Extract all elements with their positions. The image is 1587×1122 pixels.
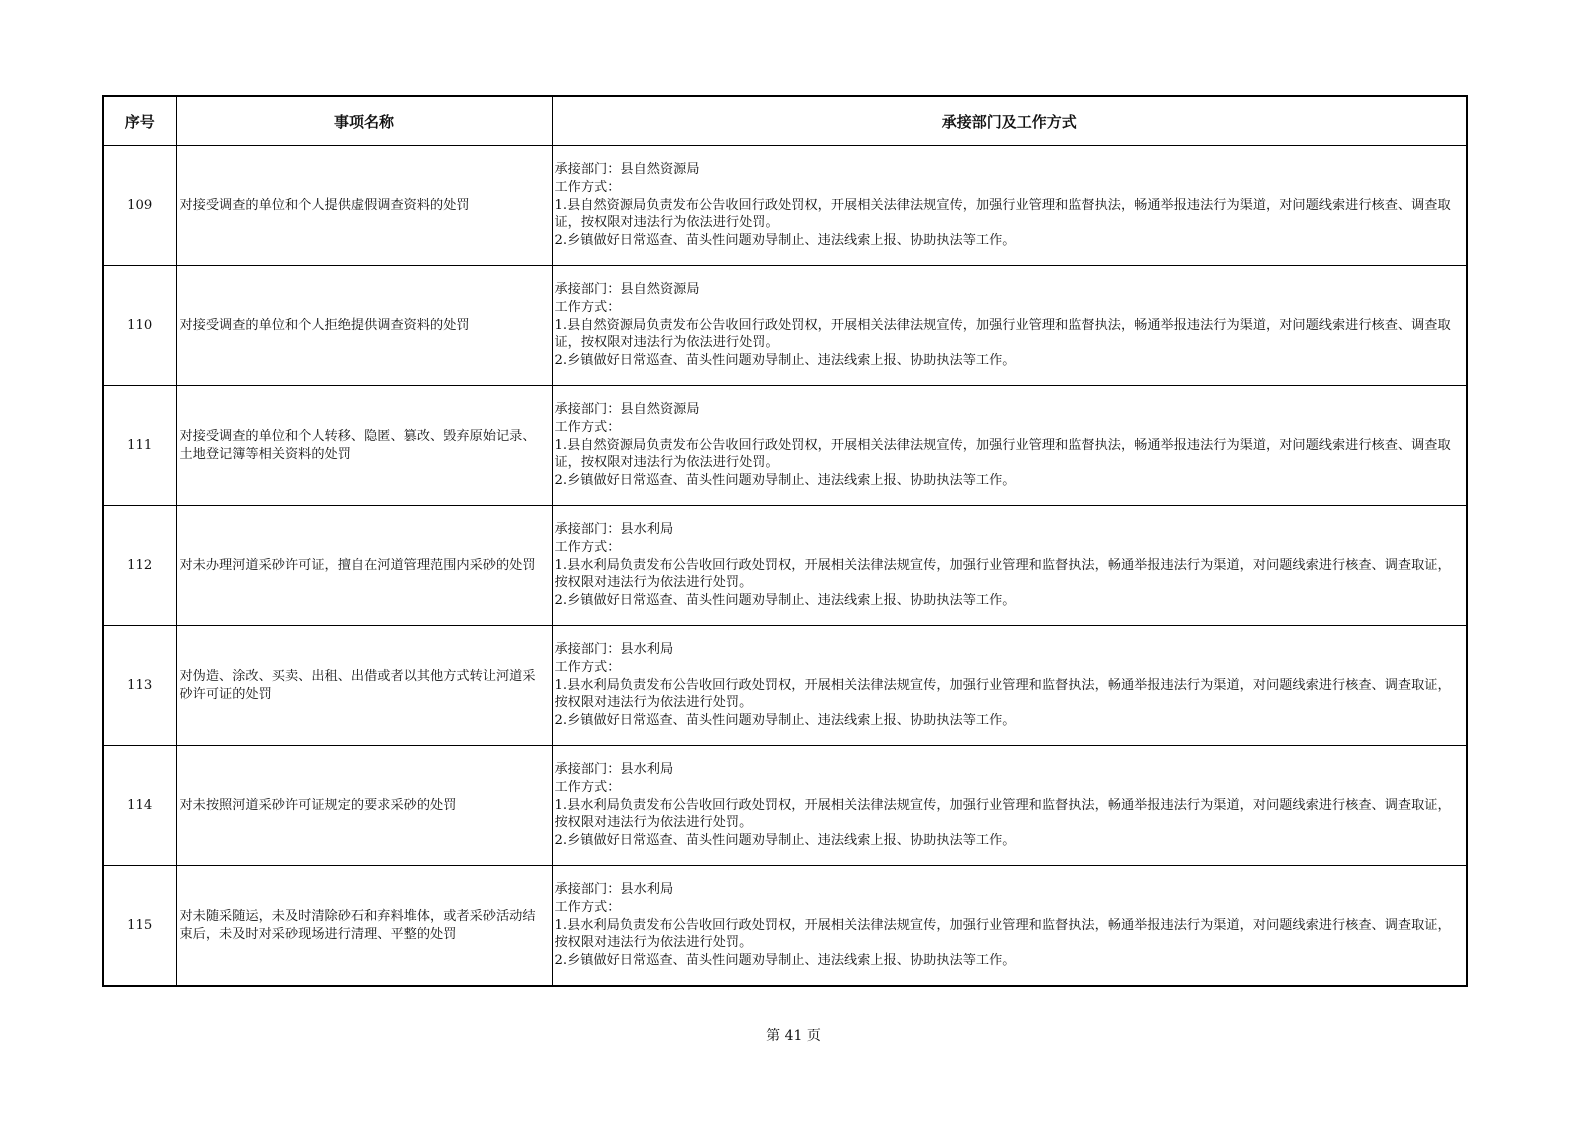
matters-table	[102, 95, 1468, 987]
matter-name-cell: 对未按照河道采砂许可证规定的要求采砂的处罚	[176, 746, 552, 866]
matter-name-cell: 对接受调查的单位和个人提供虚假调查资料的处罚	[176, 146, 552, 266]
department-line: 承接部门：县水利局	[554, 882, 674, 898]
method-item-1: 1.县水利局负责发布公告收回行政处罚权，开展相关法律法规宣传，加强行业管理和监督执法，畅通举报违法行为渠道，对问题线索进行核查、调查取证，按权限对违法行为依法进行处罚。	[554, 677, 1451, 711]
table-row	[103, 386, 1467, 506]
department-line: 承接部门：县水利局	[554, 762, 674, 778]
method-item-2: 2.乡镇做好日常巡查、苗头性问题劝导制止、违法线索上报、协助执法等工作。	[554, 833, 1016, 849]
department-method-cell	[552, 866, 1467, 987]
header-matter-name: 事项名称	[176, 96, 552, 146]
method-item-1: 1.县水利局负责发布公告收回行政处罚权，开展相关法律法规宣传，加强行业管理和监督执法，畅通举报违法行为渠道，对问题线索进行核查、调查取证，按权限对违法行为依法进行处罚。	[554, 557, 1451, 591]
table-row	[103, 746, 1467, 866]
method-item-1: 1.县水利局负责发布公告收回行政处罚权，开展相关法律法规宣传，加强行业管理和监督执法，畅通举报违法行为渠道，对问题线索进行核查、调查取证，按权限对违法行为依法进行处罚。	[554, 797, 1451, 831]
serial-number-cell: 109	[103, 146, 176, 266]
method-item-2: 2.乡镇做好日常巡查、苗头性问题劝导制止、违法线索上报、协助执法等工作。	[554, 713, 1016, 729]
matter-name-cell: 对未随采随运，未及时清除砂石和弃料堆体，或者采砂活动结束后，未及时对采砂现场进行清理、平整的处罚	[176, 866, 552, 987]
serial-number-cell: 114	[103, 746, 176, 866]
matter-name-cell: 对未办理河道采砂许可证，擅自在河道管理范围内采砂的处罚	[176, 506, 552, 626]
department-line: 承接部门：县自然资源局	[554, 282, 700, 298]
table-row	[103, 506, 1467, 626]
table-row	[103, 626, 1467, 746]
department-method-cell	[552, 626, 1467, 746]
header-row	[103, 96, 1467, 146]
table-row	[103, 146, 1467, 266]
matter-name-cell: 对接受调查的单位和个人转移、隐匿、篡改、毁弃原始记录、土地登记簿等相关资料的处罚	[176, 386, 552, 506]
method-item-2: 2.乡镇做好日常巡查、苗头性问题劝导制止、违法线索上报、协助执法等工作。	[554, 233, 1016, 249]
table-row	[103, 866, 1467, 987]
method-item-2: 2.乡镇做好日常巡查、苗头性问题劝导制止、违法线索上报、协助执法等工作。	[554, 353, 1016, 369]
serial-number-cell: 112	[103, 506, 176, 626]
matter-name-cell: 对接受调查的单位和个人拒绝提供调查资料的处罚	[176, 266, 552, 386]
table-row	[103, 266, 1467, 386]
method-label: 工作方式：	[554, 899, 621, 915]
department-line: 承接部门：县水利局	[554, 522, 674, 538]
serial-number-cell: 115	[103, 866, 176, 987]
method-label: 工作方式：	[554, 779, 621, 795]
department-method-cell	[552, 266, 1467, 386]
method-label: 工作方式：	[554, 179, 621, 195]
department-line: 承接部门：县水利局	[554, 642, 674, 658]
method-item-1: 1.县自然资源局负责发布公告收回行政处罚权，开展相关法律法规宣传，加强行业管理和监督执法，畅通举报违法行为渠道，对问题线索进行核查、调查取证，按权限对违法行为依法进行处罚。	[554, 197, 1451, 231]
method-label: 工作方式：	[554, 419, 621, 435]
serial-number-cell: 110	[103, 266, 176, 386]
header-department-and-method: 承接部门及工作方式	[552, 96, 1467, 146]
method-item-2: 2.乡镇做好日常巡查、苗头性问题劝导制止、违法线索上报、协助执法等工作。	[554, 953, 1016, 969]
method-item-1: 1.县自然资源局负责发布公告收回行政处罚权，开展相关法律法规宣传，加强行业管理和监督执法，畅通举报违法行为渠道，对问题线索进行核查、调查取证，按权限对违法行为依法进行处罚。	[554, 317, 1451, 351]
method-label: 工作方式：	[554, 539, 621, 555]
method-item-1: 1.县自然资源局负责发布公告收回行政处罚权，开展相关法律法规宣传，加强行业管理和监督执法，畅通举报违法行为渠道，对问题线索进行核查、调查取证，按权限对违法行为依法进行处罚。	[554, 437, 1451, 471]
matter-name-cell: 对伪造、涂改、买卖、出租、出借或者以其他方式转让河道采砂许可证的处罚	[176, 626, 552, 746]
department-line: 承接部门：县自然资源局	[554, 402, 700, 418]
header-serial-number: 序号	[103, 96, 176, 146]
page-number: 第 41 页	[766, 1028, 821, 1044]
department-line: 承接部门：县自然资源局	[554, 162, 700, 178]
method-item-2: 2.乡镇做好日常巡查、苗头性问题劝导制止、违法线索上报、协助执法等工作。	[554, 593, 1016, 609]
department-method-cell	[552, 746, 1467, 866]
serial-number-cell: 113	[103, 626, 176, 746]
department-method-cell	[552, 386, 1467, 506]
method-label: 工作方式：	[554, 299, 621, 315]
method-item-2: 2.乡镇做好日常巡查、苗头性问题劝导制止、违法线索上报、协助执法等工作。	[554, 473, 1016, 489]
method-label: 工作方式：	[554, 659, 621, 675]
serial-number-cell: 111	[103, 386, 176, 506]
method-item-1: 1.县水利局负责发布公告收回行政处罚权，开展相关法律法规宣传，加强行业管理和监督执法，畅通举报违法行为渠道，对问题线索进行核查、调查取证，按权限对违法行为依法进行处罚。	[554, 917, 1451, 951]
department-method-cell	[552, 506, 1467, 626]
department-method-cell	[552, 146, 1467, 266]
